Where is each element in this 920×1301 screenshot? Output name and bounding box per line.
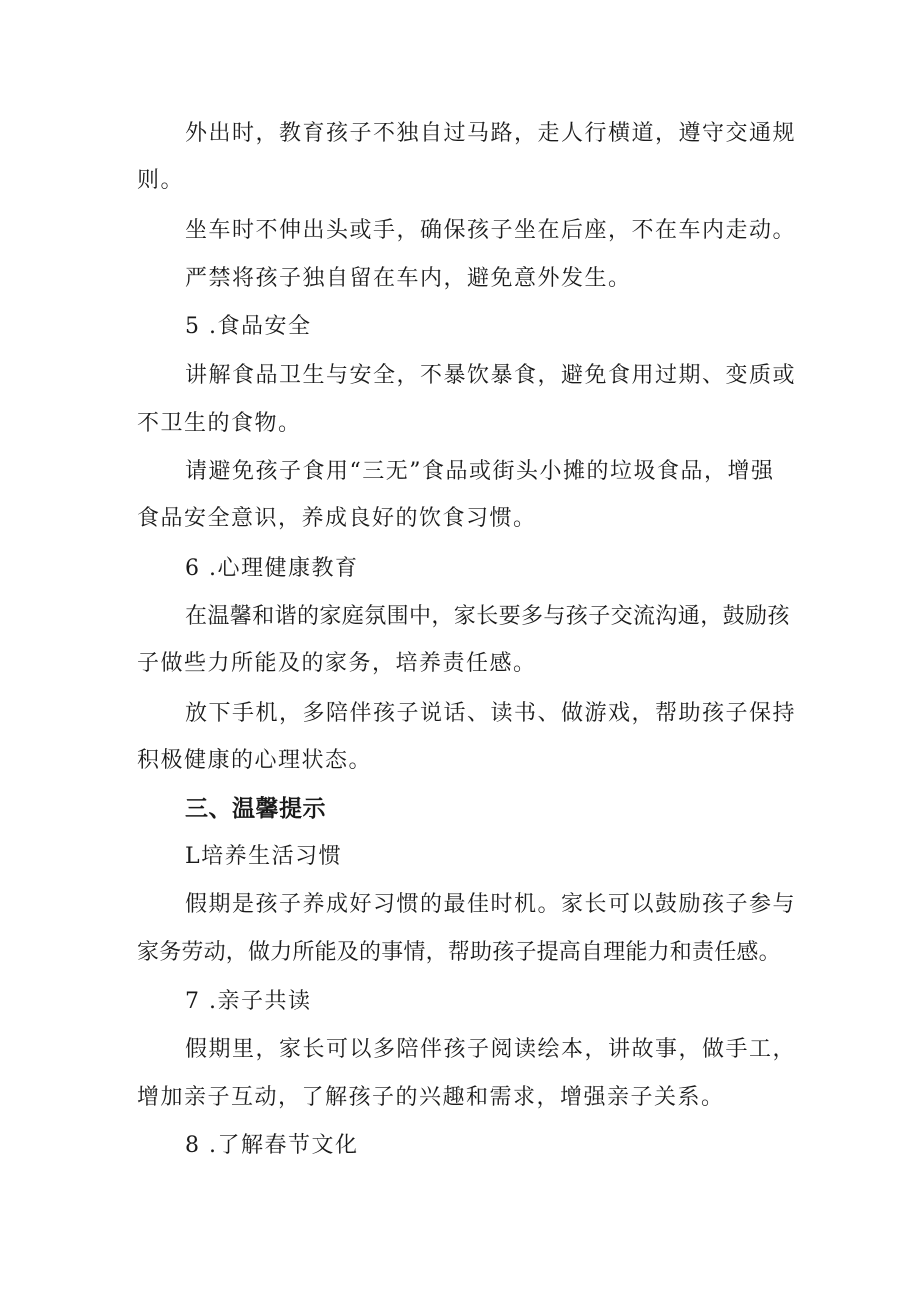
paragraph-line: 请避免孩子食用“三无”食品或街头小摊的垃圾食品，增强	[185, 459, 775, 484]
paragraph-line: 子做些力所能及的家务，培养责任感。	[137, 651, 537, 676]
paragraph-line: 严禁将孩子独自留在车内，避免意外发生。	[185, 266, 632, 291]
paragraph-line: 则。	[137, 168, 185, 193]
section-heading: 7 .亲子共读	[185, 989, 312, 1014]
paragraph-line: 坐车时不伸出头或手，确保孩子坐在后座，不在车内走动。	[185, 218, 797, 243]
paragraph-line: 放下手机，多陪伴孩子说话、读书、做游戏，帮助孩子保持	[185, 701, 797, 726]
section-heading: L培养生活习惯	[185, 844, 343, 869]
section-heading: 6 .心理健康教育	[185, 556, 359, 581]
paragraph-line: 食品安全意识，养成良好的饮食习惯。	[137, 506, 537, 531]
paragraph-line: 积极健康的心理状态。	[137, 748, 373, 773]
paragraph-line: 外出时，教育孩子不独自过马路，走人行横道，遵守交通规	[185, 121, 797, 146]
paragraph-line: 假期里，家长可以多陪伴孩子阅读绘本，讲故事，做手工，	[185, 1037, 797, 1062]
paragraph-line: 增加亲子互动，了解孩子的兴趣和需求，增强亲子关系。	[137, 1085, 725, 1110]
section-heading: 5 .食品安全	[185, 314, 312, 339]
paragraph-line: 不卫生的食物。	[137, 411, 302, 436]
paragraph-line: 在温馨和谐的家庭氛围中，家长要多与孩子交流沟通，鼓励孩	[185, 604, 790, 629]
paragraph-line: 讲解食品卫生与安全，不暴饮暴食，避免食用过期、变质或	[185, 363, 797, 388]
section-heading: 8 .了解春节文化	[185, 1133, 359, 1158]
paragraph-line: 假期是孩子养成好习惯的最佳时机。家长可以鼓励孩子参与	[185, 892, 797, 917]
paragraph-line: 家务劳动，做力所能及的事情，帮助孩子提高自理能力和责任感。	[137, 940, 781, 965]
chapter-heading: 三、温馨提示	[185, 796, 326, 822]
